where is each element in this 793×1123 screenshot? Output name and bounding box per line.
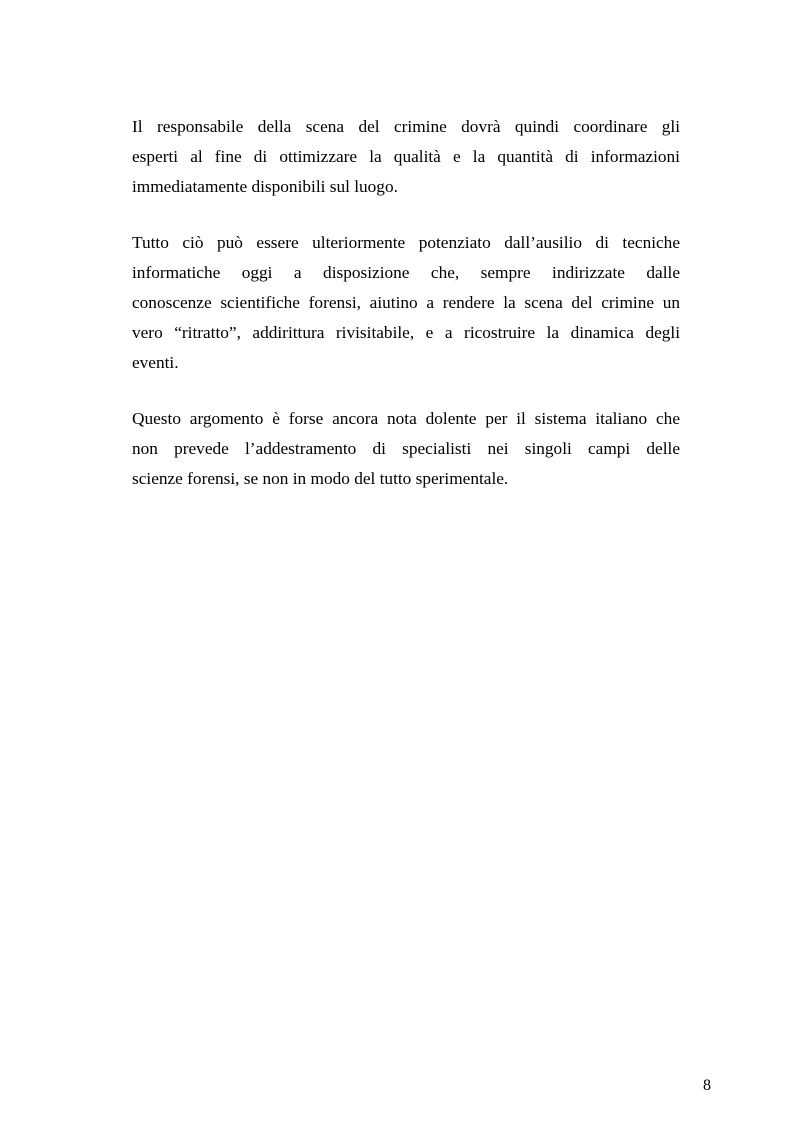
page-number: 8 [703,1077,711,1094]
paragraph-line: immediatamente disponibili sul luogo. [132,177,398,196]
paragraph-line: conoscenze scientifiche forensi, aiutino a rendere la scena del crimine un [132,293,680,312]
paragraph-line: esperti al fine di ottimizzare la qualità e la quantità di informazioni [132,147,680,166]
paragraph-line: Il responsabile della scena del crimine dovrà quindi coordinare gli [132,117,680,136]
paragraph-line: eventi. [132,353,179,372]
body-text [132,112,680,520]
paragraph-line: vero “ritratto”, addirittura rivisitabile, e a ricostruire la dinamica degli [132,323,680,342]
paragraph-2 [132,228,680,378]
paragraph-1 [132,112,680,202]
paragraph-line: scienze forensi, se non in modo del tutto sperimentale. [132,469,509,488]
paragraph-line: informatiche oggi a disposizione che, sempre indirizzate dalle [132,263,680,282]
paragraph-line: non prevede l’addestramento di specialisti nei singoli campi delle [132,439,680,458]
paragraph-line: Tutto ciò può essere ulteriormente potenziato dall’ausilio di tecniche [132,233,680,252]
paragraph-line: Questo argomento è forse ancora nota dolente per il sistema italiano che [132,409,680,428]
paragraph-3 [132,404,680,494]
